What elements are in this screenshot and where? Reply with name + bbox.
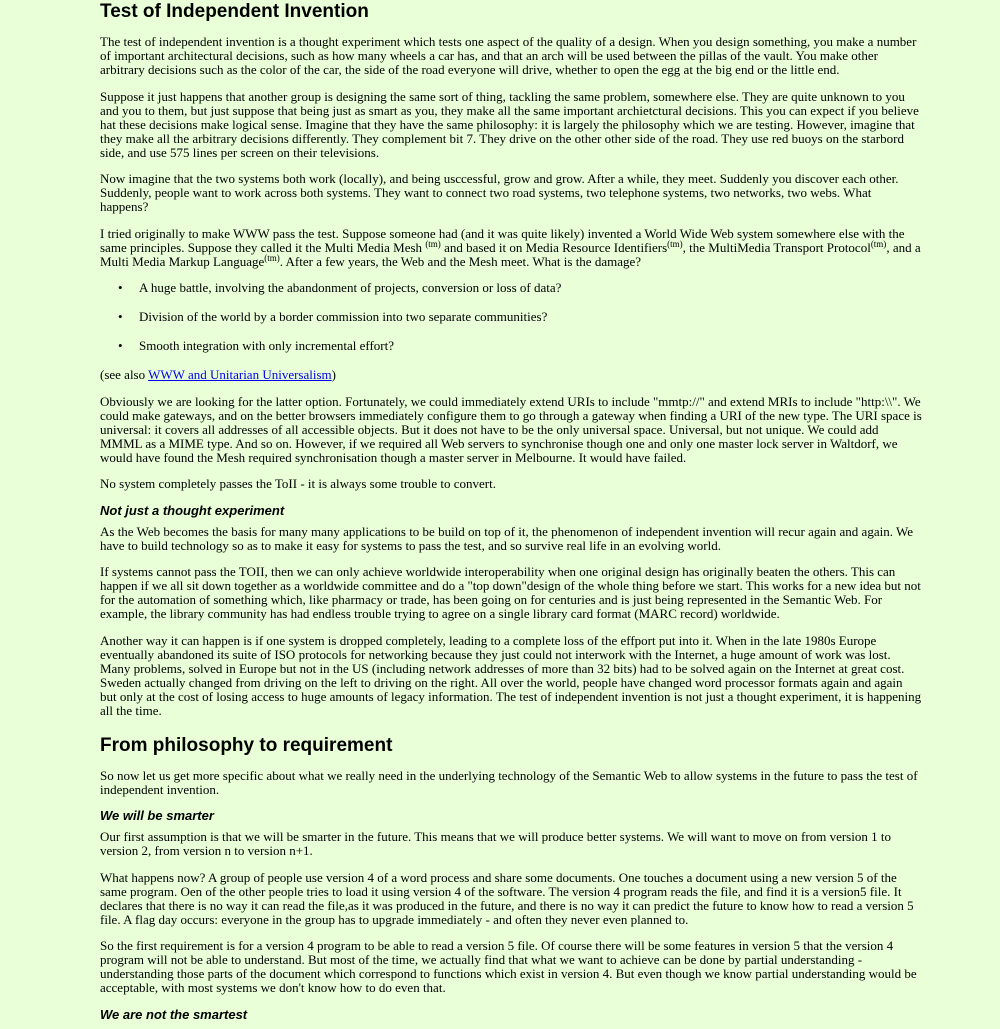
list-item <box>118 280 922 295</box>
text-run: and based it on Media Resource Identifiers <box>440 239 668 255</box>
damage-options-list <box>100 281 922 353</box>
paragraph: Suppose it just happens that another group is designing the same sort of thing, tackling the same problem, somewhere else. They are quite unknown to you and you to them, but just suppose that being just as smart as you, they make all the same important archietctural decisions. This you can expect if you believe hat these decisions make logical sense. Imagine that they have the same philosophy: it is largely the philosophy which we are testing. However, imagine that they make all the arbitrary decisions differently. They complement bit 7. They drive on the other other side of the road. They use red buoys on the starbord side, and use 575 lines per screen on their televisions. <box>100 88 919 160</box>
subsection-title-smarter: We will be smarter <box>100 808 214 823</box>
bullet-icon: • <box>118 309 123 324</box>
list-item-text: Division of the world by a border commission into two separate communities? <box>139 309 548 324</box>
text-run: . After a few years, the Web and the Mesh meet. What is the damage? <box>279 253 642 269</box>
bullet-icon: • <box>118 280 123 295</box>
section-title-toii: Test of Independent Invention <box>100 1 369 22</box>
paragraph: No system completely passes the ToII - it is always some trouble to convert. <box>100 476 496 491</box>
list-item <box>118 338 922 353</box>
list-item-text: A huge battle, involving the abandonment of projects, conversion or loss of data? <box>139 280 562 295</box>
paragraph: The test of independent invention is a thought experiment which tests one aspect of the quality of a design. When you design something, you make a number of important architectural decisions, such as how many wheels a car has, and that an arch will be used between the pillas of the vault. You make other arbitrary decisions such as the color of the car, the side of the road everyone will drive, whether to open the egg at the big end or the little end. <box>100 34 917 77</box>
text-run: I tried originally to make WWW pass the test. Suppose someone had (and it was quite likely) invented a World Wide Web system somewhere else with the same principles. Suppose they called it the Multi Media Mesh <box>100 225 905 255</box>
trademark-mark: (tm) <box>870 238 887 249</box>
list-item <box>118 309 922 324</box>
subsection-title-not-smartest: We are not the smartest <box>100 1006 248 1022</box>
document-body <box>100 0 922 1029</box>
section-title-requirement: From philosophy to requirement <box>100 734 393 756</box>
trademark-mark: (tm) <box>667 238 683 249</box>
paragraph: What happens now? A group of people use version 4 of a word process and share some documents. One touches a document using a new version 5 of the same program. Oen of the other people tries to load it using version 4 of the software. The version 4 program reads the file, and find it is a version5 file. It declares that there is no way it can read the file,as it was produced in the future, and there is no way it can predict the future to know how to read a version 5 file. A flag day occurs: everyone in the group has to upgrade immediately - and often they never even planned to. <box>100 869 914 927</box>
paragraph: So now let us get more specific about what we really need in the underlying technology of the Semantic Web to allow systems in the future to pass the test of independent invention. <box>100 767 918 797</box>
bullet-icon: • <box>118 338 123 353</box>
paragraph: So the first requirement is for a version 4 program to be able to read a version 5 file. Of course there will be some features in version 5 that the version 4 program will not be able to understand. But most of the time, we actually find that what we want to achieve can be done by partial understanding - understanding those parts of the document which correspond to functions which exist in version 4. But even though we know partial understanding would be acceptable, with most systems we don't know how to do even that. <box>100 938 917 995</box>
subsection-title-thought: Not just a thought experiment <box>100 502 285 518</box>
trademark-mark: (tm) <box>425 238 441 249</box>
text-run: (see also <box>100 367 149 382</box>
list-item-text: Smooth integration with only incremental effort? <box>139 338 395 353</box>
paragraph: Obviously we are looking for the latter option. Fortunately, we could immediately extend URIs to include "mmtp://" and extend MRIs to include "http:\\". We could make gateways, and on the better browsers immediately configure them to go through a gateway when finding a URI of the new type. The URI space is universal: it covers all addresses of all accessible objects. But it does not have to be the only universal space. Universal, but not unique. We could add MMML as a MIME type. And so on. However, if we required all Web servers to synchronise though one and only one master lock server in Waltdorf, we would have found the Mesh required synchronisation though a master server in Melbourne. It would have failed. <box>100 393 922 465</box>
paragraph: Our first assumption is that we will be smarter in the future. This means that we will produce better systems. We will want to move on from version 1 to version 2, from version n to version n+1. <box>100 829 891 858</box>
paragraph: Now imagine that the two systems both work (locally), and being usccessful, grow and grow. After a while, they meet. Suddenly you discover each other. Suddenly, people want to work across both systems. They want to connect two road systems, two telephone systems, two networks, two webs. What happens? <box>100 171 899 214</box>
see-also-link[interactable]: WWW and Unitarian Universalism <box>148 367 332 382</box>
see-also-note <box>100 368 922 382</box>
text-run: ) <box>331 367 336 382</box>
paragraph: Another way it can happen is if one system is dropped completely, leading to a complete loss of the effport put into it. When in the late 1980s Europe eventually abandoned its suite of ISO protocols for networking because they just could not interwork with the Internet, a huge amount of work was lost. Many problems, solved in Europe but not in the US (including network addresses of more than 32 bits) had to be solved again on the Internet at great cost. Sweden actually changed from driving on the left to driving on the right. All over the world, people have changed word processor formats again and again but only at the cost of losing access to huge amounts of legacy information. The test of independent invention is not just a thought experiment, it is happening all the time. <box>100 632 922 718</box>
trademark-mark: (tm) <box>264 252 280 263</box>
paragraph: As the Web becomes the basis for many many applications to be build on top of it, the phenomenon of independent invention will recur again and again. We have to build technology so as to make it easy for systems to pass the test, and so survive real life in an evolving world. <box>100 523 913 553</box>
paragraph: If systems cannot pass the TOII, then we can only achieve worldwide interoperability when one original design has originally beaten the others. This can happen if we all sit down together as a worldwide committee and do a "top down"design of the whole thing before we start. This works for a new idea but not for the automation of something which, like pharmacy or trade, has been going on for centuries and is just being represented in the Semantic Web. For example, the library community has had endless trouble trying to agree on a single library card format (MARC record) worldwide. <box>100 564 921 621</box>
text-run: , and a Multi Media Markup Language <box>100 239 921 269</box>
text-run: , the MultiMedia Transport Protocol <box>682 239 871 255</box>
paragraph-mesh <box>100 227 922 269</box>
